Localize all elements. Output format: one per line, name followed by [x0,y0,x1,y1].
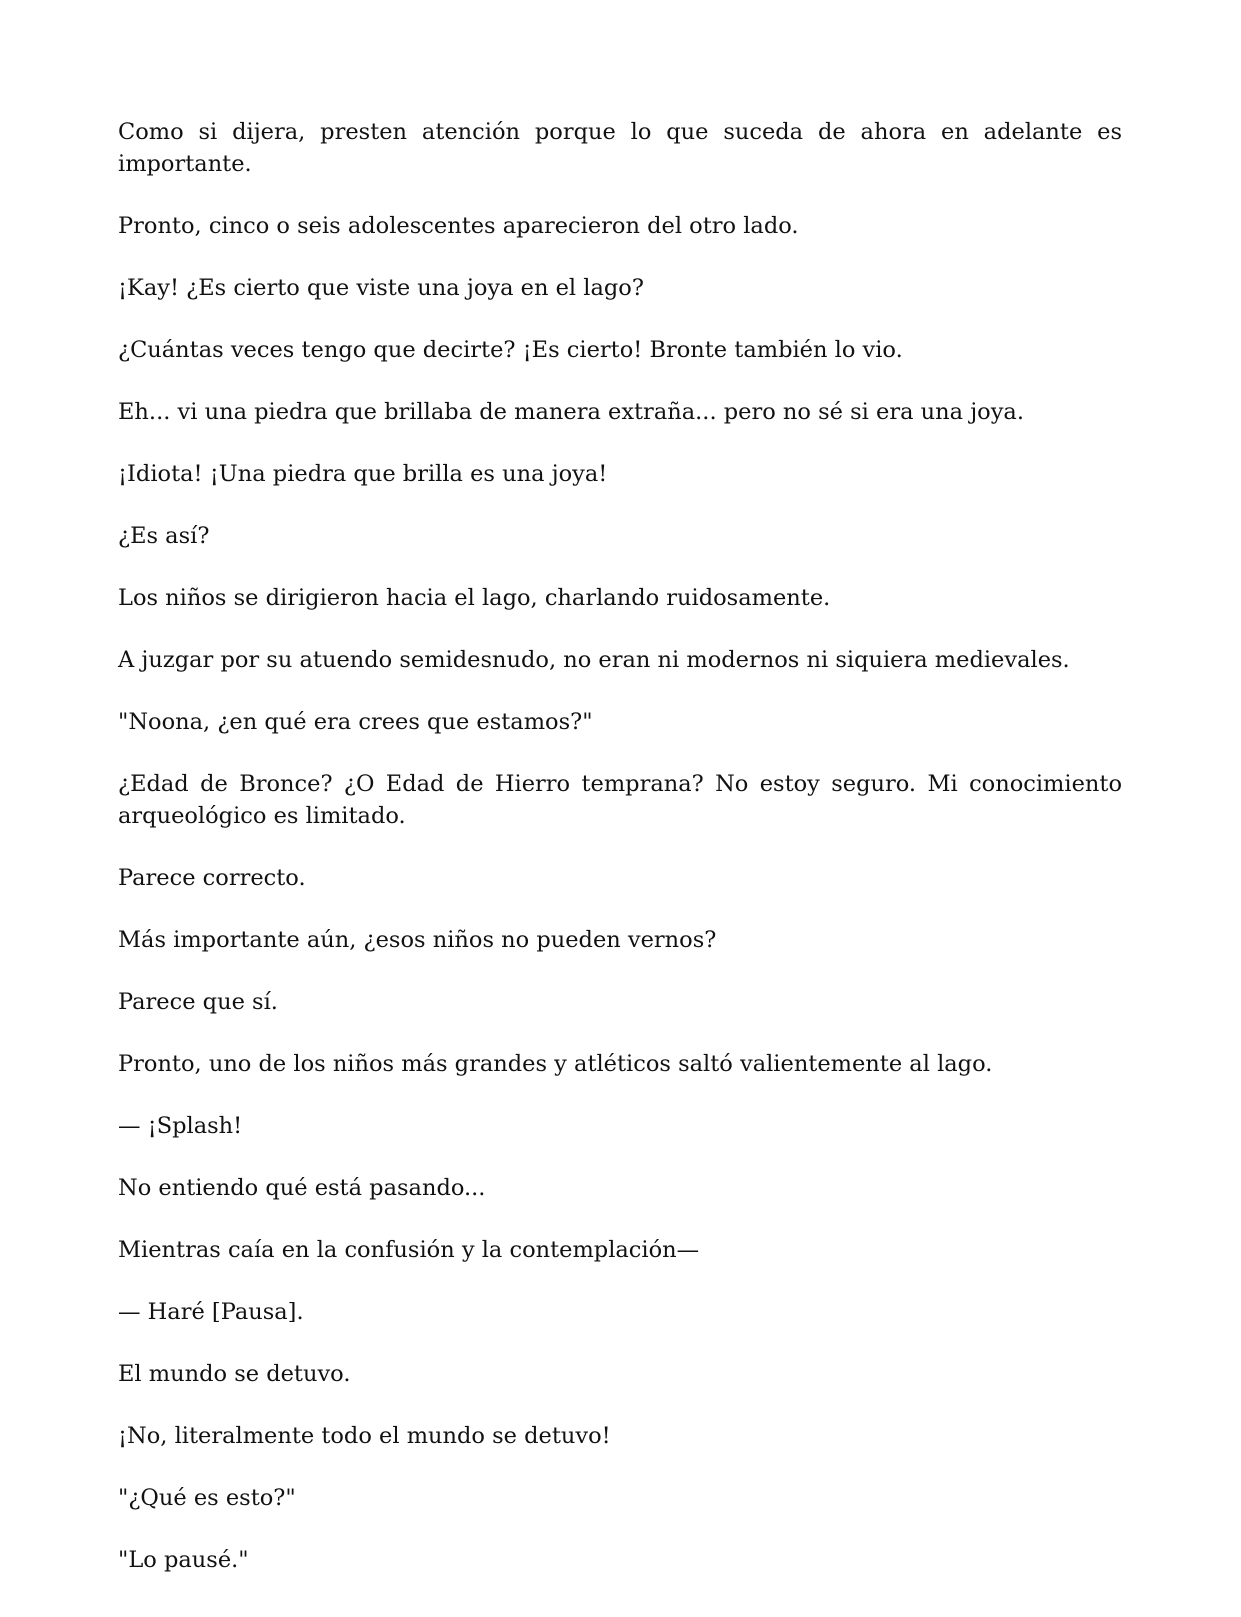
paragraph: ¿Es así? [118,523,210,549]
paragraph: Parece correcto. [118,865,306,891]
paragraph: ¡Idiota! ¡Una piedra que brilla es una joya! [118,461,608,487]
paragraph: — Haré [Pausa]. [118,1299,304,1325]
paragraph: ¿Edad de Bronce? ¿O Edad de Hierro temprana? No estoy seguro. Mi conocimiento arqueológico es limitado. [118,771,1122,829]
paragraph: Eh... vi una piedra que brillaba de manera extraña... pero no sé si era una joya. [118,399,1024,425]
paragraph: — ¡Splash! [118,1113,243,1139]
paragraph: ¡No, literalmente todo el mundo se detuvo! [118,1423,611,1449]
paragraph: ¿Cuántas veces tengo que decirte? ¡Es cierto! Bronte también lo vio. [118,337,903,363]
paragraph: Más importante aún, ¿esos niños no pueden vernos? [118,927,717,953]
paragraph: A juzgar por su atuendo semidesnudo, no eran ni modernos ni siquiera medievales. [118,647,1070,673]
paragraph: Parece que sí. [118,989,278,1015]
paragraph: Pronto, cinco o seis adolescentes aparecieron del otro lado. [118,213,799,239]
paragraph: ¡Kay! ¿Es cierto que viste una joya en el lago? [118,275,644,301]
document-body [118,116,1122,1576]
paragraph: "¿Qué es esto?" [118,1485,296,1511]
paragraph: El mundo se detuvo. [118,1361,351,1387]
paragraph: No entiendo qué está pasando... [118,1175,486,1201]
paragraph: "Noona, ¿en qué era crees que estamos?" [118,709,593,735]
paragraph: Pronto, uno de los niños más grandes y atléticos saltó valientemente al lago. [118,1051,993,1077]
paragraph: Mientras caía en la confusión y la contemplación— [118,1237,700,1263]
paragraph: "Lo pausé." [118,1547,249,1573]
paragraph: Como si dijera, presten atención porque lo que suceda de ahora en adelante es importante. [118,119,1122,177]
paragraph: Los niños se dirigieron hacia el lago, charlando ruidosamente. [118,585,831,611]
